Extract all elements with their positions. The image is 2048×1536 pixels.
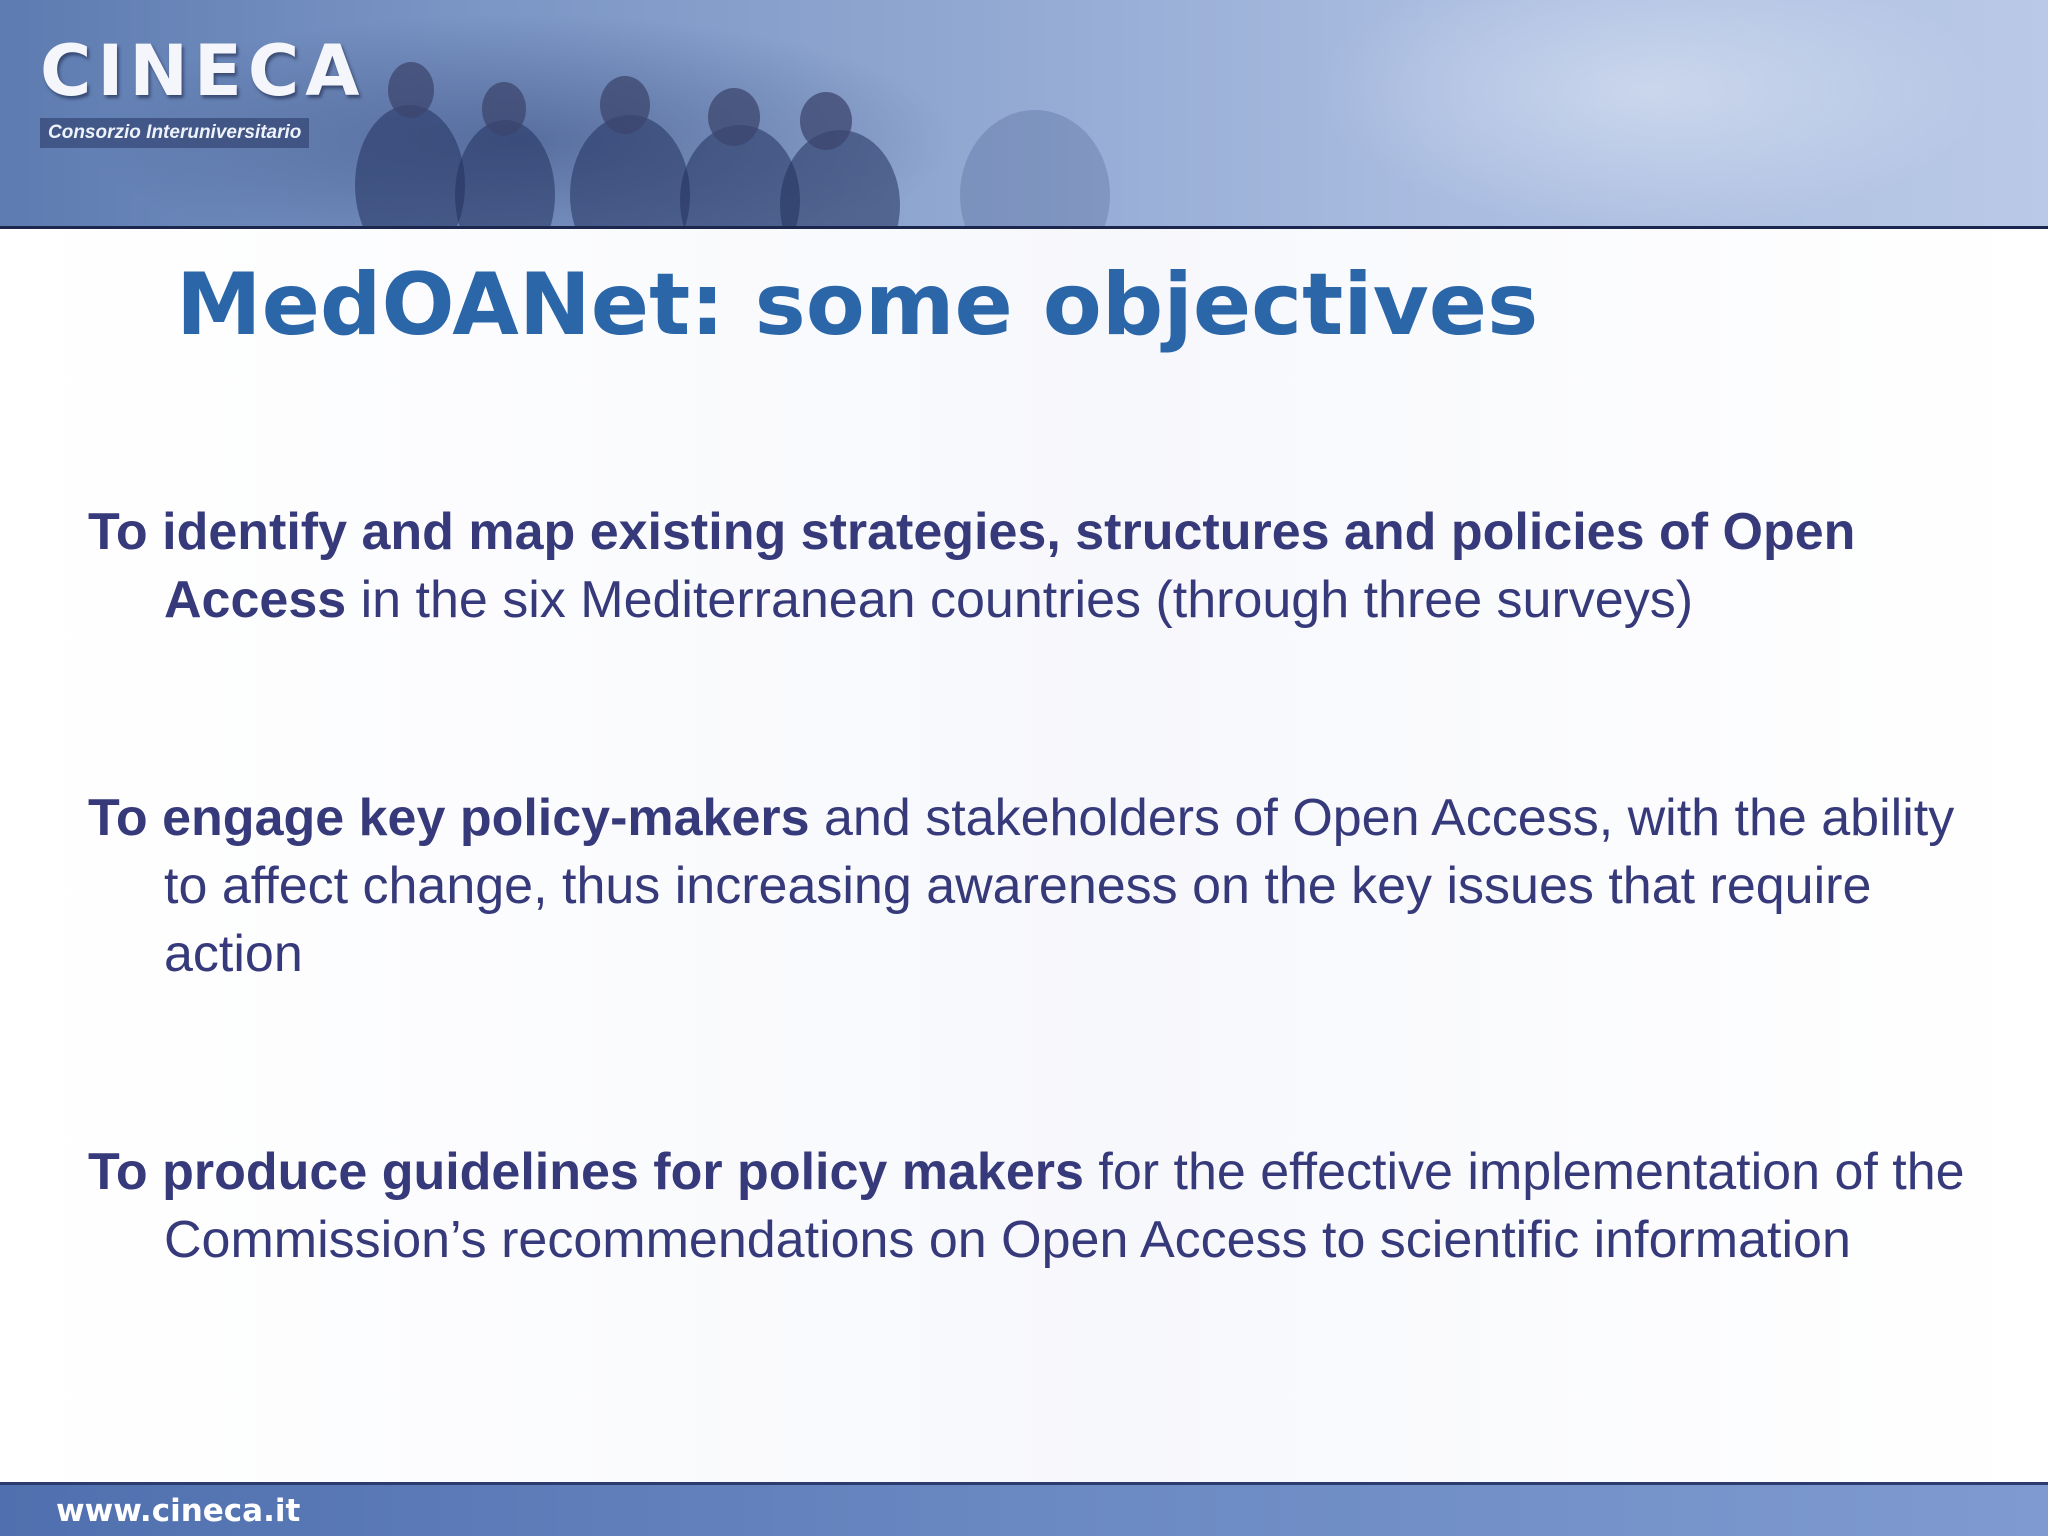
banner-photo-person [388,62,434,118]
cineca-logo [40,30,366,148]
objective-item [88,498,1988,634]
objective-lead: To identify and map existing strategies, structures and policies of Open Access [88,503,1856,629]
objective-item [88,1138,1988,1274]
objective-text: and stakeholders of Open Access, with the ability to affect change, thus increasing awareness on the key issues that require action [164,789,1955,983]
slide-title: MedOANet: some objectives [176,255,1539,355]
objective-text: in the six Mediterranean countries (through three surveys) [346,571,1694,629]
banner-photo-person [600,76,650,134]
banner-photo-person [355,105,465,226]
footer-website-link[interactable]: www.cineca.it [56,1493,301,1529]
objective-lead: To engage key policy-makers [88,789,810,847]
objectives-list [88,498,1988,1274]
banner-photo-person [960,110,1110,226]
logo-wordmark: CINECA [40,30,366,112]
objective-text: for the effective implementation of the Commission’s recommendations on Open Access to scientific information [164,1143,1965,1269]
banner-photo-person [482,82,526,136]
objective-item [88,784,1988,988]
banner-photo-person [800,92,852,150]
footer-bar [0,1482,2048,1536]
objective-lead: To produce guidelines for policy makers [88,1143,1084,1201]
logo-tagline: Consorzio Interuniversitario [40,118,309,148]
banner-photo-person [708,88,760,146]
header-banner [0,0,2048,226]
